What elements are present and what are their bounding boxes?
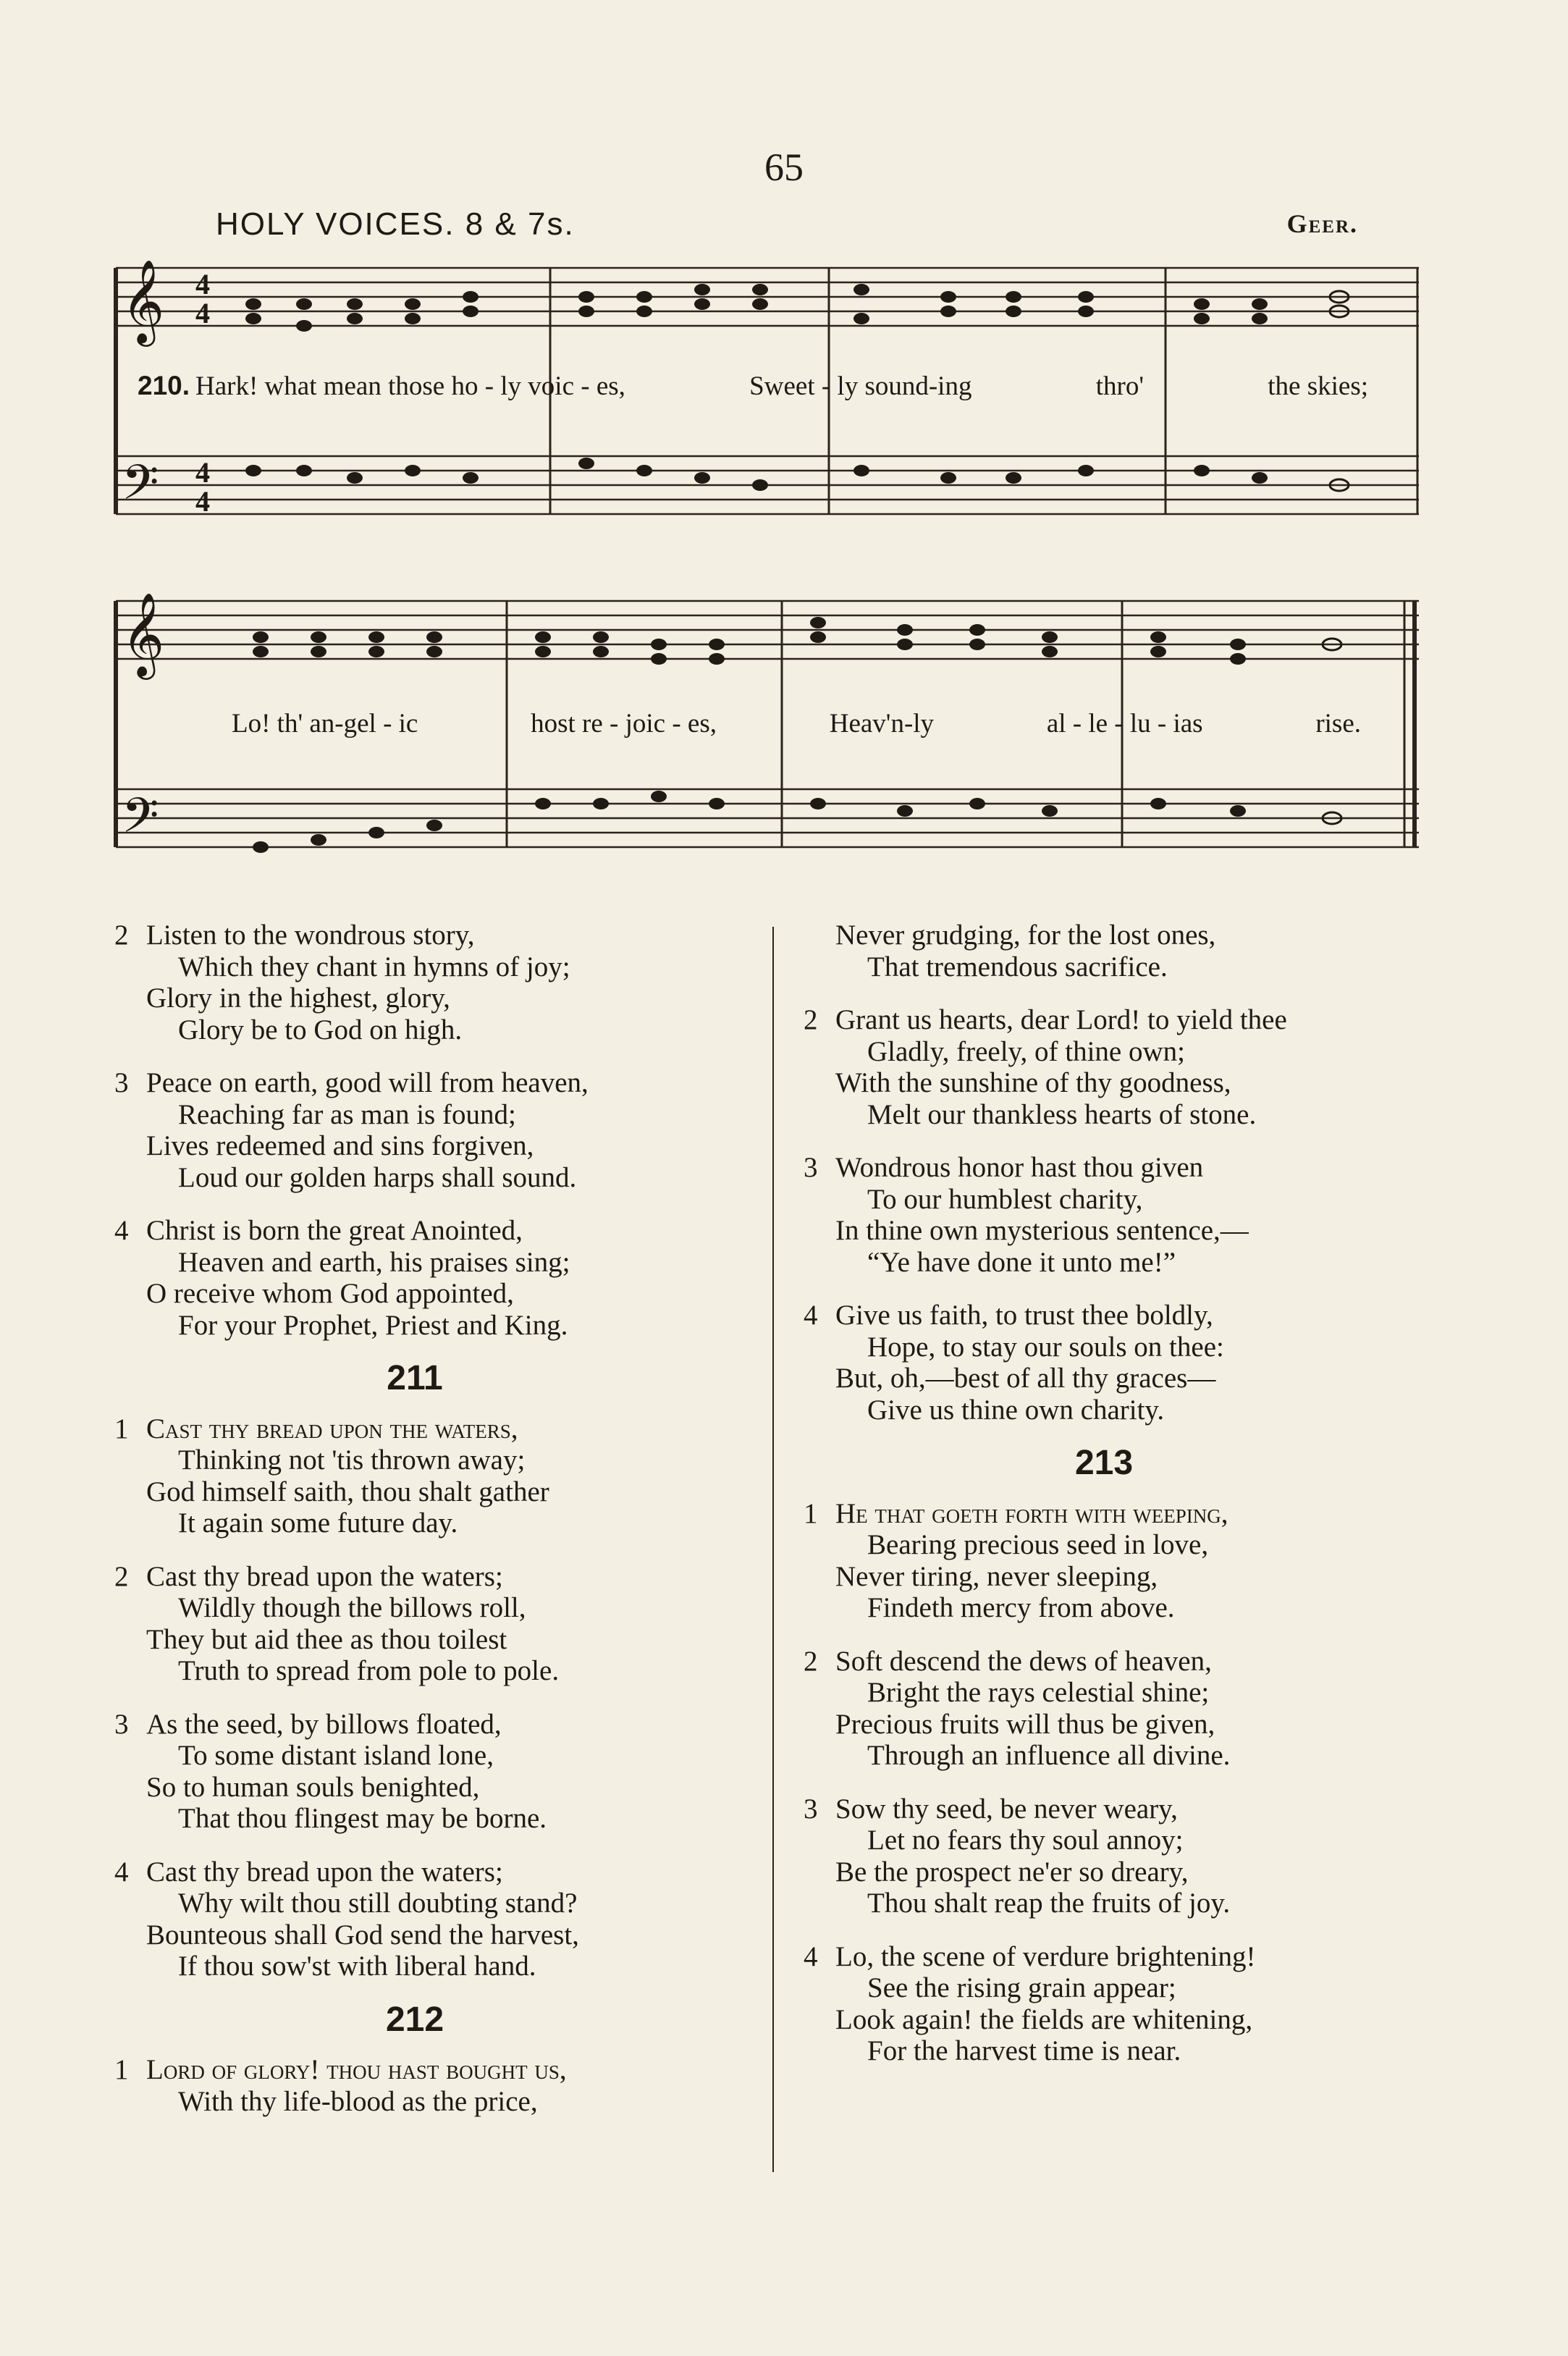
stanza: 1 He that goeth forth with weeping, Bearing precious seed in love, Never tiring, never sleeping, Findeth mercy from above. — [804, 1497, 1228, 1623]
lyric-segment: Hark! what mean those ho - ly voic - es, — [195, 371, 625, 401]
stanza: 3 Wondrous honor hast thou given To our humblest charity, In thine own mysterious sentence,— “Ye have done it unto me!” — [804, 1152, 1249, 1278]
stanza: 1 Lord of glory! thou hast bought us, With thy life-blood as the price, — [114, 2054, 567, 2117]
stanza: 3 As the seed, by billows floated, To some distant island lone, So to human souls benighted, That thou flingest may be borne. — [114, 1708, 547, 1834]
stanza: 4 Give us faith, to trust thee boldly, Hope, to stay our souls on thee: But, oh,—best of all thy graces— Give us thine own charity. — [804, 1300, 1224, 1426]
left-column — [114, 920, 715, 2139]
svg-text:4: 4 — [195, 485, 210, 518]
lyric-segment: al - le - lu - ias — [1046, 709, 1203, 739]
stanza: 2 Listen to the wondrous story, Which they chant in hymns of joy; Glory in the highest, glory, Glory be to God on high. — [114, 920, 570, 1046]
stanza: Never grudging, for the lost ones, That tremendous sacrifice. — [835, 920, 1216, 983]
lyric-segment: Heav'n-ly — [829, 709, 935, 739]
lyric-segment: host re - joic - es, — [531, 709, 717, 739]
stanza: 3 Sow thy seed, be never weary, Let no fears thy soul annoy; Be the prospect ne'er so dreary, Thou shalt reap the fruits of joy. — [804, 1793, 1231, 1919]
treble-clef-icon: 𝄞 — [122, 592, 165, 676]
svg-text:4: 4 — [195, 456, 210, 489]
lyric-line-1 — [138, 371, 1368, 402]
hymn-number-211: 211 — [387, 1359, 443, 1397]
lyric-segment: Sweet - ly sound-ing — [749, 371, 972, 401]
stanza: 2 Grant us hearts, dear Lord! to yield thee Gladly, freely, of thine own; With the sunshine of thy goodness, Melt our thankless hearts of stone. — [804, 1004, 1287, 1130]
tune-title: HOLY VOICES. 8 & 7s. — [216, 206, 575, 242]
bass-clef-icon: 𝄢 — [122, 788, 159, 855]
hymn-number-212: 212 — [385, 2000, 444, 2039]
svg-text:4: 4 — [195, 297, 210, 329]
bass-clef-icon: 𝄢 — [122, 455, 159, 522]
hymn-number-213: 213 — [1074, 1444, 1134, 1482]
svg-text:4: 4 — [195, 268, 210, 300]
hymn-number-210: 210. — [138, 371, 190, 400]
lyric-segment: rise. — [1315, 709, 1361, 739]
stanza: 2 Soft descend the dews of heaven, Bright the rays celestial shine; Precious fruits will thus be given, Through an influence all divine. — [804, 1645, 1231, 1771]
page-number: 65 — [764, 146, 804, 189]
stanza: 4 Cast thy bread upon the waters; Why wilt thou still doubting stand? Bounteous shall God send the harvest, If thou sow'st with liberal hand. — [114, 1856, 579, 1982]
stanza: 2 Cast thy bread upon the waters; Wildly though the billows roll, They but aid thee as thou toilest Truth to spread from pole to pole. — [114, 1560, 560, 1686]
right-column — [804, 920, 1404, 2089]
stanza: 4 Christ is born the great Anointed, Heaven and earth, his praises sing; O receive whom God appointed, For your Prophet, Priest and King. — [114, 1215, 570, 1341]
treble-clef-icon: 𝄞 — [122, 258, 165, 343]
stanza: 1 Cast thy bread upon the waters, Thinking not 'tis thrown away; God himself saith, thou shalt gather It again some future day. — [114, 1413, 549, 1539]
lyric-line-2 — [232, 708, 1361, 739]
lyric-segment: thro' — [1095, 371, 1144, 401]
stanza: 4 Lo, the scene of verdure brightening! See the rising grain appear; Look again! the fields are whitening, For the harvest time is near. — [804, 1940, 1256, 2066]
stanza: 3 Peace on earth, good will from heaven, Reaching far as man is found; Lives redeemed and sins forgiven, Loud our golden harps shall sound. — [114, 1067, 589, 1193]
lyric-segment: Lo! th' an-gel - ic — [232, 709, 418, 739]
lyric-segment: the skies; — [1268, 371, 1368, 401]
column-divider — [772, 927, 774, 2172]
composer-name: Geer. — [1286, 209, 1358, 238]
